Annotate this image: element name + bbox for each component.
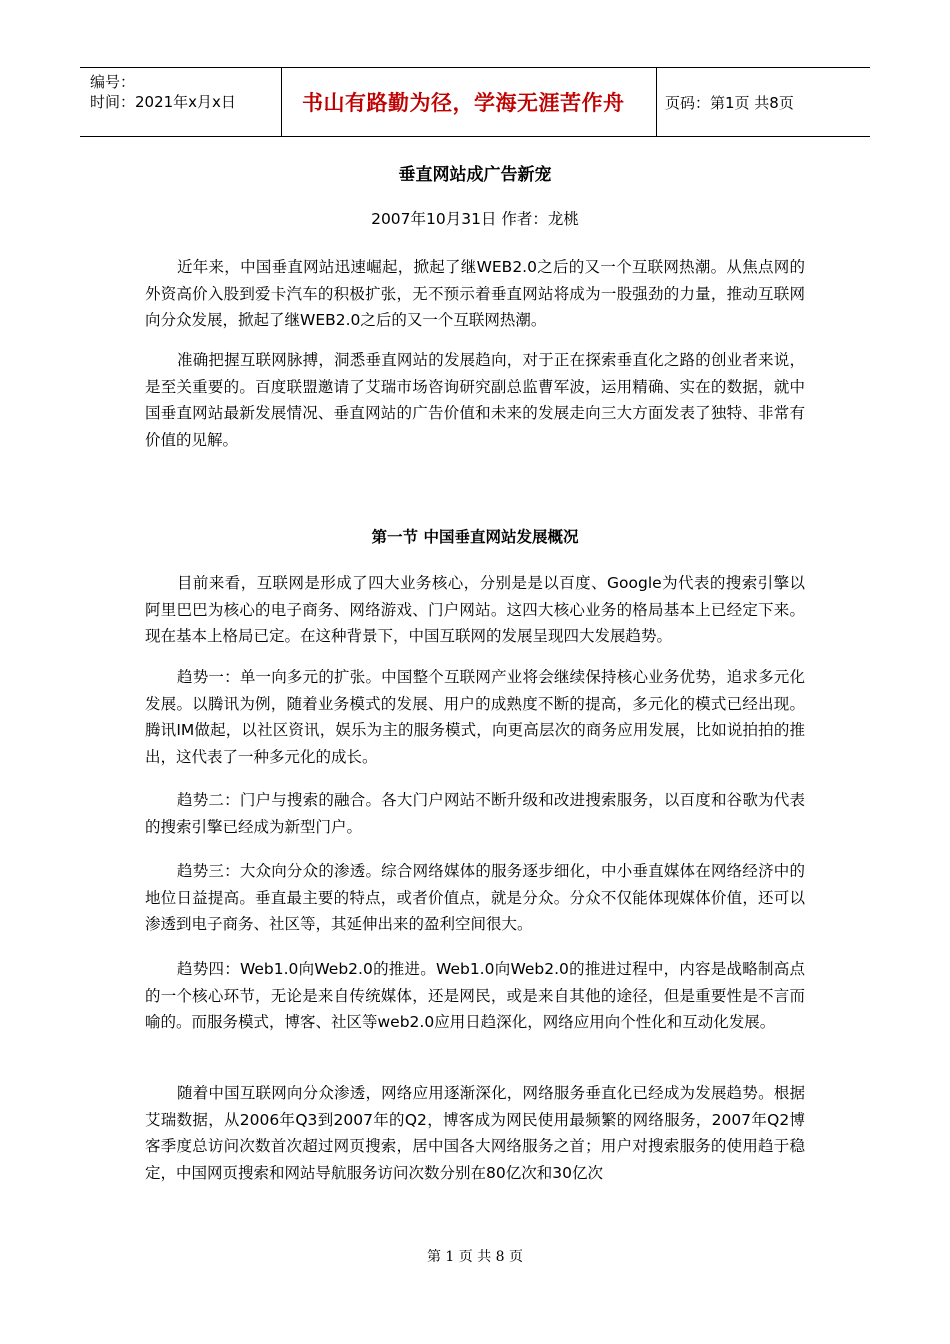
section-title: 第一节 中国垂直网站发展概况 bbox=[371, 528, 579, 546]
header-page-cell bbox=[657, 68, 870, 136]
section-paragraph-2: 趋势一：单一向多元的扩张。中国整个互联网产业将会继续保持核心业务优势，追求多元化发展。以腾讯为例，随着业务模式的发展、用户的成熟度不断的提高，多元化的模式已经出现。腾讯IM做起，以社区资讯，娱乐为主的服务模式，向更高层次的商务应用发展，比如说拍拍的推出，这代表了一种多元化的成长。 bbox=[145, 668, 805, 766]
page-footer: 第 1 页 共 8 页 bbox=[426, 1249, 524, 1265]
intro-paragraph-1: 近年来，中国垂直网站迅速崛起，掀起了继WEB2.0之后的又一个互联网热潮。从焦点网的外资高价入股到爱卡汽车的积极扩张，无不预示着垂直网站将成为一股强劲的力量，推动互联网向分众发展，掀起了继WEB2.0之后的又一个互联网热潮。 bbox=[145, 258, 805, 329]
section-paragraph-1: 目前来看，互联网是形成了四大业务核心，分别是是以百度、Google为代表的搜索引擎以阿里巴巴为核心的电子商务、网络游戏、门户网站。这四大核心业务的格局基本上已经定下来。现在基本上格局已定。在这种背景下，中国互联网的发展呈现四大发展趋势。 bbox=[145, 574, 805, 645]
article-byline: 2007年10月31日 作者：龙桃 bbox=[371, 210, 579, 228]
document-header bbox=[80, 67, 870, 137]
section-paragraph-6: 随着中国互联网向分众渗透，网络应用逐渐深化，网络服务垂直化已经成为发展趋势。根据艾瑞数据，从2006年Q3到2007年的Q2，博客成为网民使用最频繁的网络服务，2007年Q2博客季度总访问次数首次超过网页搜索，居中国各大网络服务之首；用户对搜索服务的使用趋于稳定，中国网页搜索和网站导航服务访问次数分别在80亿次和30亿次 bbox=[145, 1084, 805, 1182]
article-title: 垂直网站成广告新宠 bbox=[398, 165, 552, 185]
section-paragraph-3: 趋势二：门户与搜索的融合。各大门户网站不断升级和改进搜索服务，以百度和谷歌为代表的搜索引擎已经成为新型门户。 bbox=[145, 791, 805, 836]
intro-paragraph-2: 准确把握互联网脉搏，洞悉垂直网站的发展趋向，对于正在探索垂直化之路的创业者来说，是至关重要的。百度联盟邀请了艾瑞市场咨询研究副总监曹军波，运用精确、实在的数据，就中国垂直网站最新发展情况、垂直网站的广告价值和未来的发展走向三大方面发表了独特、非常有价值的见解。 bbox=[145, 351, 805, 449]
header-meta-cell bbox=[80, 68, 282, 136]
code-label: 编号： bbox=[90, 73, 136, 91]
header-motto-cell bbox=[282, 68, 657, 136]
section-paragraph-4: 趋势三：大众向分众的渗透。综合网络媒体的服务逐步细化，中小垂直媒体在网络经济中的地位日益提高。垂直最主要的特点，或者价值点，就是分众。分众不仅能体现媒体价值，还可以渗透到电子商务、社区等，其延伸出来的盈利空间很大。 bbox=[145, 862, 805, 933]
time-label: 时间：2021年x月x日 bbox=[90, 93, 236, 111]
page-info: 页码：第1页 共8页 bbox=[665, 93, 794, 112]
section-paragraph-5: 趋势四：Web1.0向Web2.0的推进。Web1.0向Web2.0的推进过程中，内容是战略制高点的一个核心环节，无论是来自传统媒体，还是网民，或是来自其他的途径，但是重要性是不言而喻的。而服务模式，博客、社区等web2.0应用日趋深化，网络应用向个性化和互动化发展。 bbox=[145, 960, 805, 1031]
motto-text: 书山有路勤为径，学海无涯苦作舟 bbox=[302, 91, 625, 115]
